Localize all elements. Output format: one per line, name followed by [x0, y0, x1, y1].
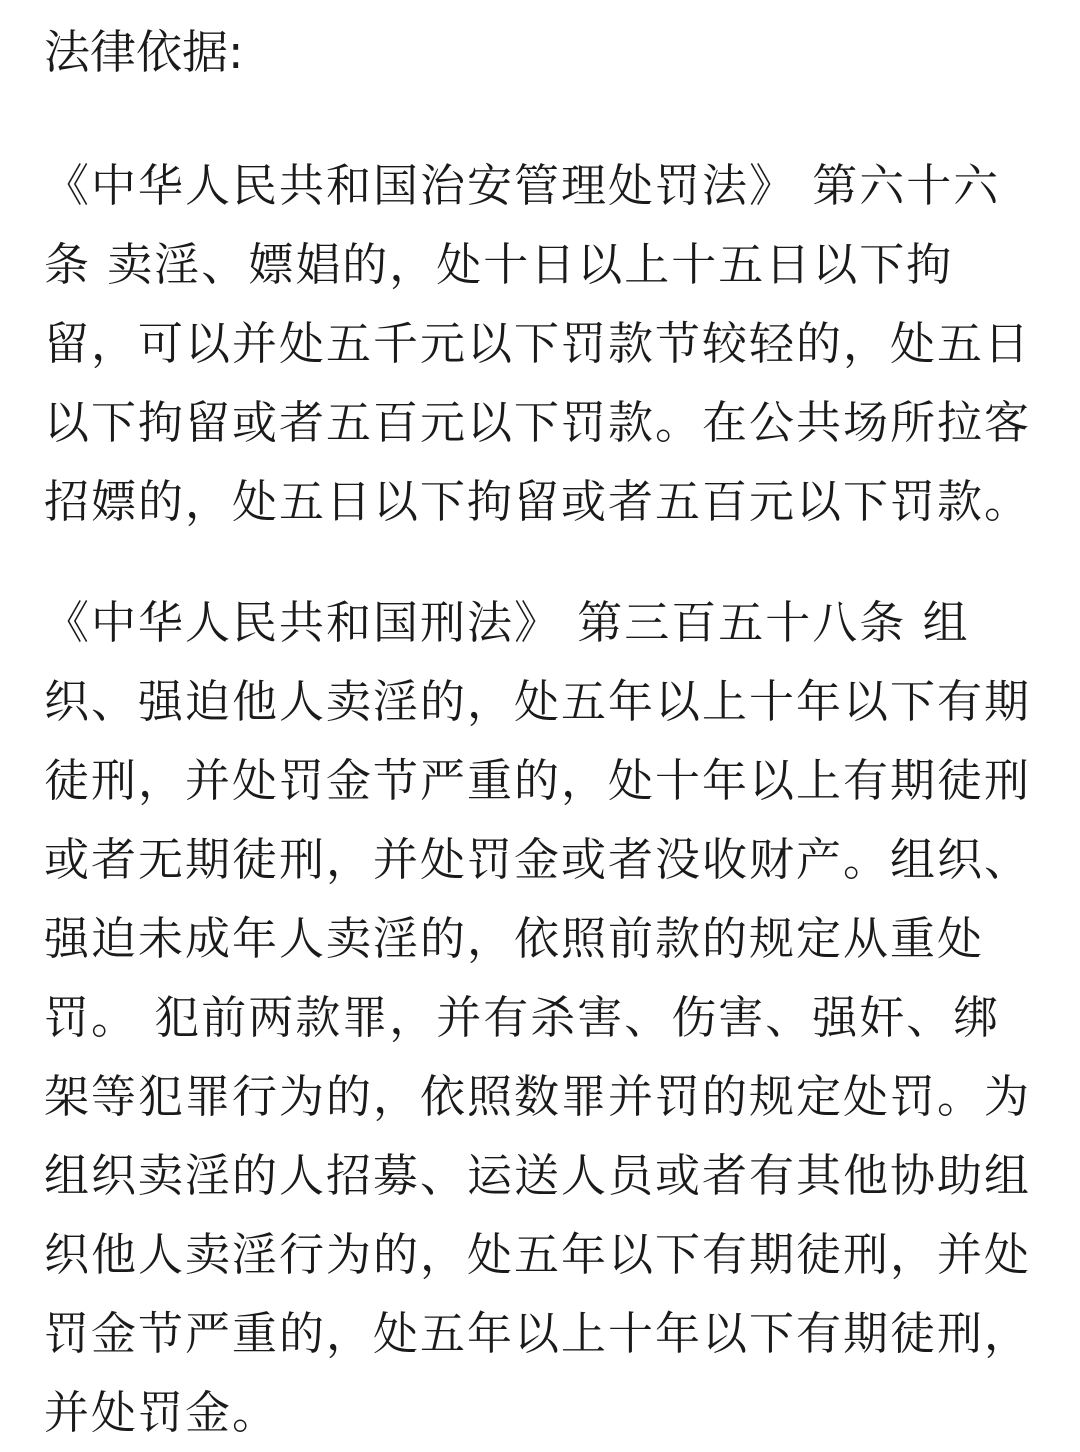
text-line: 《中华人民共和国刑法》 第三百五十八条 组 — [44, 596, 970, 649]
text-line: 罚。 犯前两款罪，并有杀害、伤害、强奸、绑 — [44, 991, 1001, 1044]
text-line: 织他人卖淫行为的，处五年以下有期徒刑，并处 — [44, 1228, 1032, 1281]
text-line: 条 卖淫、嫖娼的，处十日以上十五日以下拘 — [44, 238, 954, 291]
text-line: 强迫未成年人卖淫的，依照前款的规定从重处 — [44, 912, 985, 965]
heading-legal-basis: 法律依据: — [44, 25, 244, 79]
text-line: 《中华人民共和国治安管理处罚法》 第六十六 — [44, 159, 1001, 212]
paragraph-public-security-law — [44, 146, 1044, 541]
text-line: 组织卖淫的人招募、运送人员或者有其他协助组 — [44, 1149, 1032, 1202]
text-line: 或者无期徒刑，并处罚金或者没收财产。组织、 — [44, 833, 1032, 886]
text-line: 罚金节严重的，处五年以上十年以下有期徒刑， — [44, 1307, 1032, 1360]
text-line: 并处罚金。 — [44, 1386, 280, 1439]
text-line: 以下拘留或者五百元以下罚款。在公共场所拉客 — [44, 396, 1032, 449]
paragraph-criminal-law — [44, 583, 1044, 1452]
text-line: 招嫖的，处五日以下拘留或者五百元以下罚款。 — [44, 475, 1032, 528]
text-line: 徒刑，并处罚金节严重的，处十年以上有期徒刑 — [44, 754, 1032, 807]
text-line: 留，可以并处五千元以下罚款节较轻的，处五日 — [44, 317, 1032, 370]
text-line: 织、强迫他人卖淫的，处五年以上十年以下有期 — [44, 675, 1032, 728]
text-line: 架等犯罪行为的，依照数罪并罚的规定处罚。为 — [44, 1070, 1032, 1123]
